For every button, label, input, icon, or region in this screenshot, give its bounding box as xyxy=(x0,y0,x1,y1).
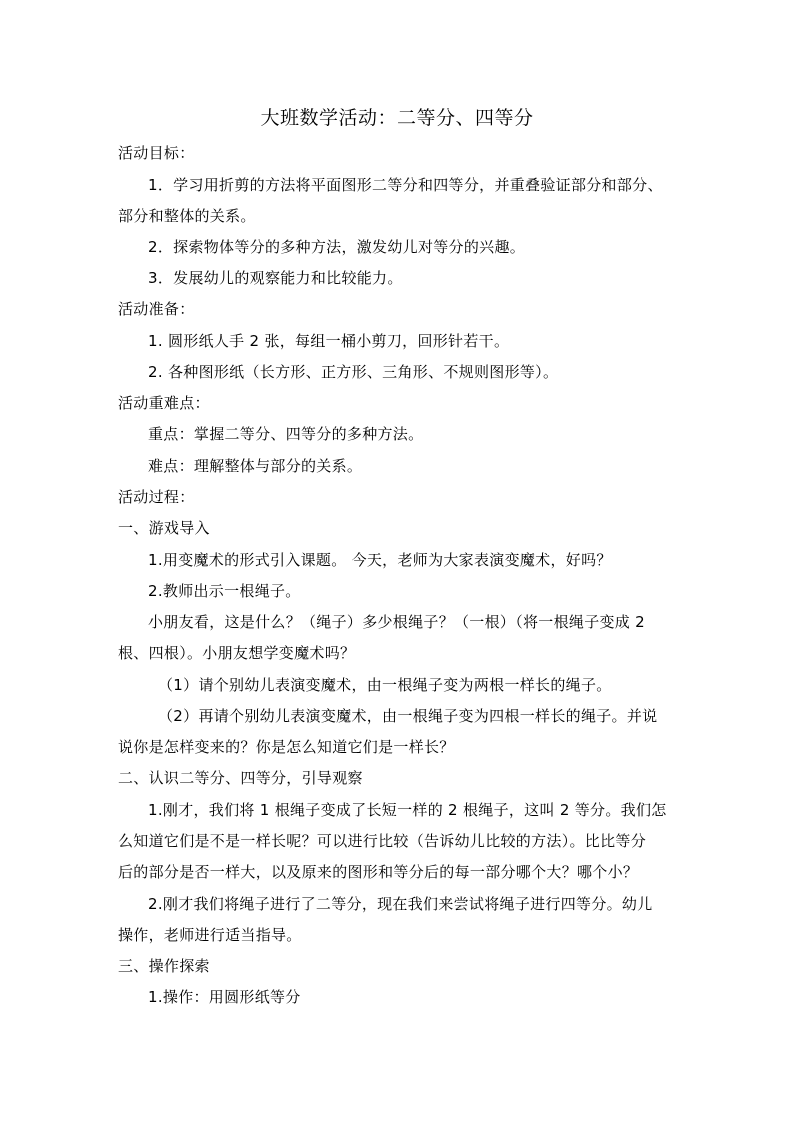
paragraph-line: 3．发展幼儿的观察能力和比较能力。 xyxy=(148,269,403,287)
paragraph-line: 根、四根）。小朋友想学变魔术吗？ xyxy=(118,644,356,662)
section-heading-process: 活动过程： xyxy=(118,488,195,506)
paragraph-line: （2）再请个别幼儿表演变魔术，由一根绳子变为四根一样长的绳子。并说 xyxy=(158,707,658,725)
paragraph-line: 小朋友看，这是什么？（绳子）多少根绳子？（一根）（将一根绳子变成 2 xyxy=(148,613,646,631)
paragraph-line: 2.刚才我们将绳子进行了二等分，现在我们来尝试将绳子进行四等分。幼儿 xyxy=(148,895,653,913)
subsection-heading: 二、认识二等分、四等分，引导观察 xyxy=(118,769,363,787)
paragraph-line: 1.刚才，我们将 1 根绳子变成了长短一样的 2 根绳子，这叫 2 等分。我们怎 xyxy=(148,801,667,819)
section-heading-key-points: 活动重难点： xyxy=(118,394,210,412)
paragraph-line: 说你是怎样变来的？你是怎么知道它们是一样长？ xyxy=(118,738,455,756)
paragraph-line: 操作，老师进行适当指导。 xyxy=(118,926,302,944)
paragraph-line: 部分和整体的关系。 xyxy=(118,207,256,225)
paragraph-line: 2．探索物体等分的多种方法，激发幼儿对等分的兴趣。 xyxy=(148,238,526,256)
paragraph-line: 1.操作：用圆形纸等分 xyxy=(148,988,301,1006)
paragraph-line: （1）请个别幼儿表演变魔术，由一根绳子变为两根一样长的绳子。 xyxy=(158,676,612,694)
section-heading-preparation: 活动准备： xyxy=(118,300,195,318)
paragraph-line: 重点：掌握二等分、四等分的多种方法。 xyxy=(148,425,424,443)
document-title: 大班数学活动：二等分、四等分 xyxy=(260,107,534,129)
paragraph-line: 1. 圆形纸人手 2 张，每组一桶小剪刀，回形针若干。 xyxy=(148,332,510,350)
paragraph-line: 难点：理解整体与部分的关系。 xyxy=(148,457,363,475)
subsection-heading: 三、操作探索 xyxy=(118,957,210,975)
paragraph-line: 2.教师出示一根绳子。 xyxy=(148,582,301,600)
paragraph-line: 2. 各种图形纸（长方形、正方形、三角形、不规则图形等）。 xyxy=(148,363,559,381)
subsection-heading: 一、游戏导入 xyxy=(118,519,210,537)
paragraph-line: 1．学习用折剪的方法将平面图形二等分和四等分，并重叠验证部分和部分、 xyxy=(148,176,663,194)
paragraph-line: 后的部分是否一样大，以及原来的图形和等分后的每一部分哪个大？哪个小？ xyxy=(118,863,639,881)
paragraph-line: 1.用变魔术的形式引入课题。 今天，老师为大家表演变魔术，好吗？ xyxy=(148,551,612,569)
section-heading-goals: 活动目标： xyxy=(118,144,195,162)
paragraph-line: 么知道它们是不是一样长呢？可以进行比较（告诉幼儿比较的方法）。比比等分 xyxy=(118,832,647,850)
